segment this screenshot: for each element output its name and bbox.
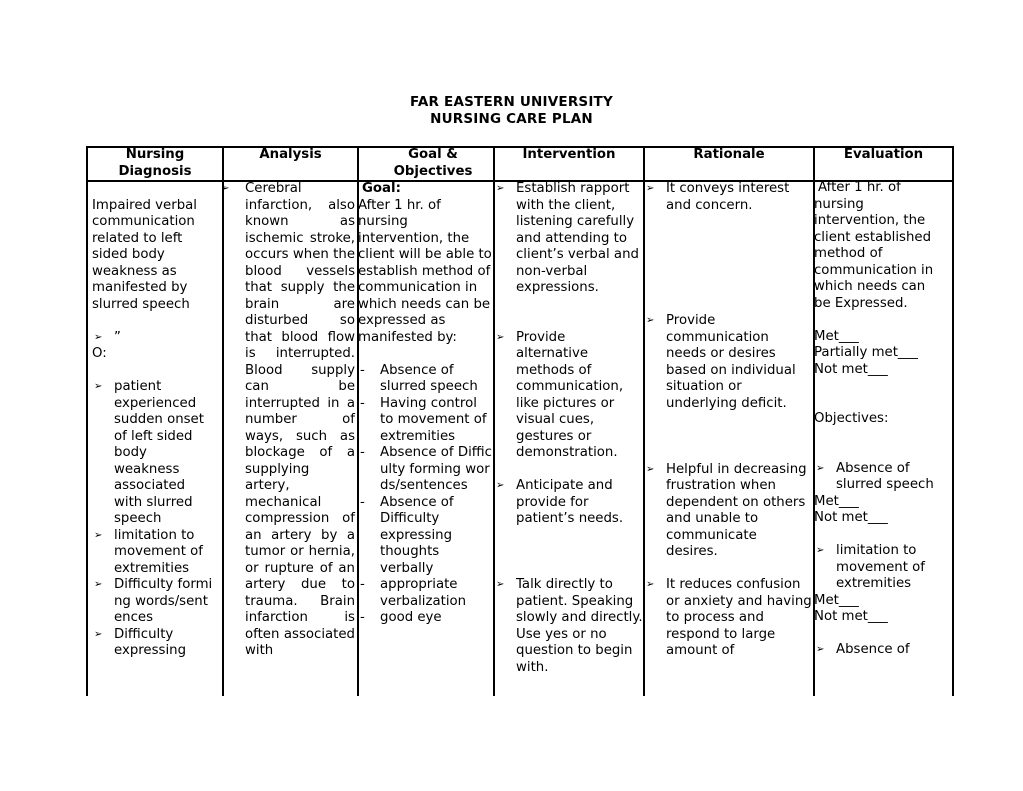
university-title: FAR EASTERN UNIVERSITY xyxy=(410,94,613,110)
goal-statement: After 1 hr. of nursing intervention, the client will be able to establish method of communication in which needs can be expressed as manifested by: xyxy=(358,197,492,345)
goal-objective-1: - Absence of slurred speech xyxy=(360,362,478,394)
intervention-item-1: ➢ Establish rapport with the client, listening carefully and attending to client’s verbal and non-verbal expressions. xyxy=(496,181,639,295)
intervention-item-4: ➢ Talk directly to patient. Speaking slowly and directly. Use yes or no question to begin with. xyxy=(496,577,643,675)
arrow-bullet-icon: ➢ xyxy=(496,183,505,194)
analysis-cell xyxy=(223,181,356,660)
arrow-bullet-icon: ➢ xyxy=(496,579,505,590)
evaluation-met: Met___ xyxy=(814,328,859,344)
arrow-bullet-icon: ➢ xyxy=(496,331,505,343)
rationale-item-3: ➢ Helpful in decreasing frustration when dependent on others and unable to communicate desires. xyxy=(646,461,807,559)
arrow-bullet-icon: ➢ xyxy=(221,183,230,194)
arrow-bullet-icon: ➢ xyxy=(646,579,655,590)
header-intervention: Intervention xyxy=(522,147,616,162)
rationale-cell xyxy=(644,181,812,660)
evaluation-obj1-not-met: Not met___ xyxy=(814,510,888,525)
arrow-bullet-icon: ➢ xyxy=(496,480,505,491)
header-nursing-diagnosis: Nursing Diagnosis xyxy=(118,147,192,179)
intervention-item-3: ➢ Anticipate and provide for patient’s needs. xyxy=(496,478,624,526)
header-analysis: Analysis xyxy=(259,147,322,162)
header-evaluation: Evaluation xyxy=(843,147,924,162)
rationale-item-2: ➢ Provide communication needs or desires based on individual situation or underlying deficit. xyxy=(646,313,796,411)
arrow-bullet-icon: ➢ xyxy=(646,463,655,475)
intervention-item-2: ➢ Provide alternative methods of communication, like pictures or visual cues, gestures or demonstration. xyxy=(496,329,624,460)
document-title: NURSING CARE PLAN xyxy=(430,111,593,127)
objective-cue-1: ➢ patient experienced sudden onset of left sided body weakness associated with slurred speech xyxy=(94,379,204,526)
rationale-item-1: ➢ It conveys interest and concern. xyxy=(646,181,790,213)
arrow-bullet-icon: ➢ xyxy=(94,579,103,590)
evaluation-obj2-not-met: Not met___ xyxy=(814,609,888,624)
arrow-bullet-icon: ➢ xyxy=(94,628,103,640)
header-goal-objectives: Goal & Objectives xyxy=(393,147,473,179)
arrow-bullet-icon: ➢ xyxy=(646,183,655,194)
evaluation-goal-text: After 1 hr. of nursing intervention, the client established method of communication in which needs can be Expressed. xyxy=(814,180,934,311)
rationale-item-4: ➢ It reduces confusion or anxiety and having to process and respond to large amount of xyxy=(646,577,812,658)
arrow-bullet-icon: ➢ xyxy=(816,462,825,474)
header-rationale: Rationale xyxy=(693,147,765,162)
evaluation-objective-1: ➢ Absence of slurred speech xyxy=(816,460,934,492)
objective-cue-3: ➢ Difficulty forming words/sentences xyxy=(94,577,213,625)
evaluation-cell xyxy=(814,180,950,659)
intervention-cell xyxy=(494,181,642,676)
goal-cell xyxy=(358,181,493,627)
goal-objective-2: - Having control to movement of extremities xyxy=(360,395,487,444)
arrow-bullet-icon: ➢ xyxy=(94,529,103,541)
evaluation-partially-met: Partially met___ xyxy=(814,345,918,360)
arrow-bullet-icon: ➢ xyxy=(94,331,103,343)
goal-objective-3: - Absence of Difficulty forming words/sentences xyxy=(360,445,492,493)
arrow-bullet-icon: ➢ xyxy=(94,381,103,392)
goal-label: Goal: xyxy=(362,181,401,196)
objective-label: O: xyxy=(92,346,107,361)
evaluation-not-met: Not met___ xyxy=(814,361,888,377)
objective-cue-2: ➢ limitation to movement of extremities xyxy=(94,527,203,576)
arrow-bullet-icon: ➢ xyxy=(816,644,825,655)
subjective-cue: ➢ ” xyxy=(94,329,121,345)
goal-objective-5: - appropriate verbalization xyxy=(360,577,467,609)
col-border-6 xyxy=(952,146,954,696)
goal-objective-6: - good eye xyxy=(360,610,442,625)
diagnosis-cell xyxy=(92,181,220,660)
diagnosis-statement: Impaired verbal communication related to left sided body weakness as manifested by slurred speech xyxy=(92,197,197,312)
col-border-0 xyxy=(86,146,88,696)
goal-objective-4: - Absence of Difficulty expressing thoughts verbally xyxy=(360,494,454,576)
objective-cue-4: ➢ Difficulty expressing xyxy=(94,626,187,658)
evaluation-obj2-met: Met___ xyxy=(814,592,859,608)
arrow-bullet-icon: ➢ xyxy=(816,545,825,556)
evaluation-objective-2: ➢ limitation to movement of extremities xyxy=(816,543,925,591)
evaluation-objectives-label: Objectives: xyxy=(814,411,889,426)
evaluation-obj1-met: Met___ xyxy=(814,493,859,509)
care-plan-table xyxy=(86,146,954,706)
analysis-text: Cerebral infarction, also known as ischemic stroke, occurs when the blood vessels that supply the brain are disturbed so that blood flow is interrupted. Blood supply can be interrupted in a number of ways, such as blockage of a supplying artery, mechanical compression of an artery by a tumor or hernia, or rupture of an artery due to trauma. Brain infarction is often associated with xyxy=(245,181,355,658)
analysis-item xyxy=(223,181,356,660)
evaluation-objective-3: ➢ Absence of xyxy=(816,642,910,657)
arrow-bullet-icon: ➢ xyxy=(646,315,655,326)
